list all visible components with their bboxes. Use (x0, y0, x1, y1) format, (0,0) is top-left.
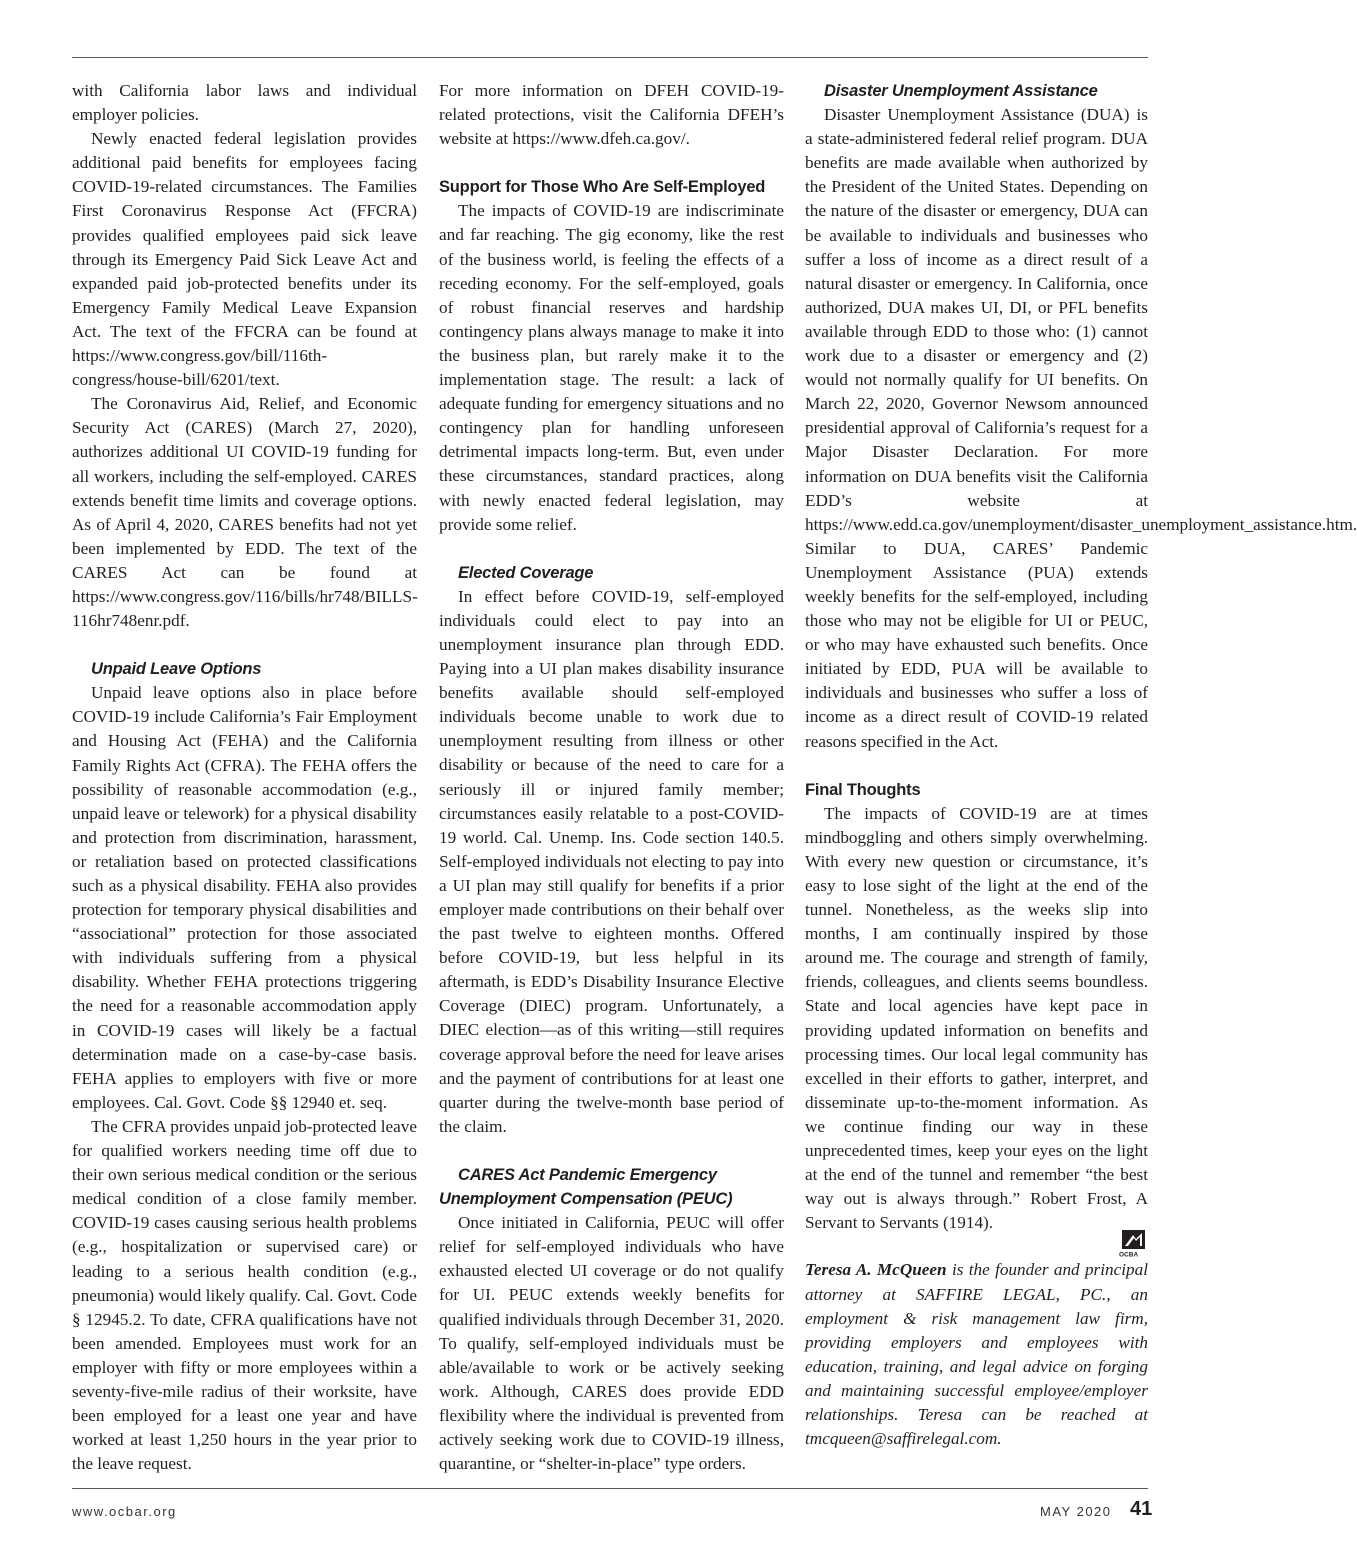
ocba-logo-text: OCBA (1119, 1251, 1139, 1259)
heading-elected-coverage: Elected Coverage (458, 563, 594, 582)
paragraph: In effect before COVID-19, self-employed individuals could elect to pay into an unemployment insurance plan through EDD. Paying into a UI plan makes disability insurance benefits available should self-employed individuals become unable to work due to unemployment resulting from illness or other disability or because of the need to care for a seriously ill or injured family member; circumstances easily relatable to a post-COVID-19 world. Cal. Unemp. Ins. Code section 140.5. Self-employed individuals not electing to pay into a UI plan may still qualify for benefits if a prior employer made contributions on their behalf over the past twelve to eighteen months. Offered before COVID-19, but less helpful in its aftermath, is EDD’s Disability Insurance Elective Coverage (DIEC) program. Unfortunately, a DIEC election—as of this writing—still requires coverage approval before the need for leave arises and the payment of contributions for at least one quarter during the twelve-month base period of the claim. (439, 586, 784, 1136)
heading-final-thoughts: Final Thoughts (805, 780, 921, 799)
column-right (805, 79, 1357, 1451)
paragraph: For more information on DFEH COVID-19-related protections, visit the California DFEH’s website at https://www.dfeh.ca.gov/. (439, 81, 784, 149)
top-rule (72, 57, 1148, 58)
heading-peuc-line1: CARES Act Pandemic Emergency (458, 1165, 717, 1184)
heading-unpaid-leave: Unpaid Leave Options (91, 660, 262, 679)
paragraph: The impacts of COVID-19 are indiscriminate and far reaching. The gig economy, like the rest of the business world, is feeling the effects of a receding economy. For the self-employed, goals of robust financial reserves and hardship contingency plans always manage to make it into the business plan, but rarely make it to the implementation stage. The result: a lack of adequate funding for emergency situations and no contingency plan for handling unforeseen detrimental impacts long-term. But, even under these circumstances, standard practices, along with newly enacted federal legislation, may provide some relief. (439, 201, 784, 534)
column-left (72, 79, 417, 1476)
heading-peuc (439, 1163, 784, 1211)
paragraph: The CFRA provides unpaid job-protected leave for qualified workers needing time off due to their own serious medical condition or the serious medical condition of a close family member. COVID-19 cases causing serious health problems (e.g., hospitalization or supervised care) or leading to a serious health condition (e.g., pneumonia) would likely qualify. Cal. Govt. Code § 12945.2. To date, CFRA qualifications have not been amended. Employees must work for an employer with fifty or more employees within a seventy-five-mile radius of their worksite, have been employed for a least one year and have worked at least 1,250 hours in the year prior to the leave request. (72, 1116, 418, 1474)
footer-website: www.ocbar.org (72, 1504, 177, 1519)
column-middle (439, 79, 784, 1476)
paragraph: Newly enacted federal legislation provides additional paid benefits for employees facing COVID-19-related circumstances. The Families First Coronavirus Response Act (FFCRA) provides qualified employees paid sick leave through its Emergency Paid Sick Leave Act and expanded paid job-protected benefits under its Emergency Family Medical Leave Expansion Act. The text of the FFCRA can be found at https://www.congress.gov/bill/116th-congress/house-bill/6201/text. (72, 129, 417, 390)
bottom-rule (72, 1488, 1148, 1489)
author-name: Teresa A. McQueen (805, 1260, 947, 1280)
paragraph: Once initiated in California, PEUC will offer relief for self-employed individuals who have exhausted elected UI coverage or do not qualify for UI. PEUC extends weekly benefits for qualified individuals through December 31, 2020. To qualify, self-employed individuals must be able/available to work or be actively seeking work. Although, CARES does provide EDD flexibility where the individual is prevented from actively seeking work due to COVID-19 illness, quarantine, or “shelter-in-place” type orders. (439, 1213, 784, 1474)
paragraph: The impacts of COVID-19 are at times mindboggling and others simply overwhelming. With every new question or circumstance, it’s easy to lose sight of the light at the end of the tunnel. Nonetheless, as the weeks slip into months, I am continually inspired by those around me. The courage and strength of family, friends, colleagues, and clients seems boundless. State and local agencies have kept pace in providing updated information on benefits and processing times. Our local legal community has excelled in their efforts to gather, interpret, and disseminate up-to-the-moment information. As we continue finding our way in these unprecedented times, keep your eyes on the light at the end of the tunnel and remember “the best way out is always through.” Robert Frost, A Servant to Servants (1914). (805, 803, 1148, 1233)
paragraph: with California labor laws and individual employer policies. (72, 81, 417, 125)
author-bio (805, 1258, 1148, 1451)
heading-dua: Disaster Unemployment Assistance (824, 82, 1098, 100)
author-bio-text: is the founder and principal attorney at SAFFIRE LEGAL, PC., an employment & risk management law firm, providing employers and employees with education, training, and legal advice on forging and maintaining successful employee/employer relationships. Teresa can be reached at tmcqueen@saffirelegal.com. (805, 1260, 1148, 1449)
paragraph: The Coronavirus Aid, Relief, and Economic Security Act (CARES) (March 27, 2020), authorizes additional UI COVID-19 funding for all workers, including the self-employed. CARES extends benefit time limits and coverage options. As of April 4, 2020, CARES benefits had not yet been implemented by EDD. The text of the CARES Act can be found at https://www.congress.gov/116/bills/hr748/BILLS-116hr748enr.pdf. (72, 394, 418, 631)
heading-peuc-line2: Unemployment Compensation (PEUC) (439, 1190, 733, 1209)
footer-date: MAY 2020 (1040, 1504, 1112, 1519)
heading-self-employed: Support for Those Who Are Self-Employed (439, 178, 766, 197)
ocba-logo-icon (1119, 1229, 1146, 1258)
page-number: 41 (1130, 1498, 1153, 1520)
paragraph: Unpaid leave options also in place before COVID-19 include California’s Fair Employment and Housing Act (FEHA) and the California Family Rights Act (CFRA). The FEHA offers the possibility of reasonable accommodation (e.g., unpaid leave or telework) for a physical disability and protection from discrimination, harassment, or retaliation based on protected classifications such as a physical disability. FEHA also provides protection for temporary physical disabilities and “associational” protection for those associated with individuals suffering from a physical disability. Whether FEHA protections triggering the need for a reasonable accommodation apply in COVID-19 cases will likely be a factual determination made on a case-by-case basis. FEHA applies to employers with five or more employees. Cal. Govt. Code §§ 12940 et. seq. (72, 683, 417, 1112)
paragraph: Disaster Unemployment Assistance (DUA) is a state-administered federal relief program. DUA benefits are made available when authorized by the President of the United States. Depending on the nature of the disaster or emergency, DUA can be available to individuals and businesses who suffer a loss of income as a direct result of a natural disaster or emergency. In California, once authorized, DUA makes UI, DI, or PFL benefits available through EDD to those who: (1) cannot work due to a disaster or emergency and (2) would not normally qualify for UI benefits. On March 22, 2020, Governor Newsom announced presidential approval of California’s request for a Major Disaster Declaration. For more information on DUA benefits visit the California EDD’s website at https://www.edd.ca.gov/unemployment/disaster_unemployment_assistance.htm. Similar to DUA, CARES’ Pandemic Unemployment Assistance (PUA) extends weekly benefits for the self-employed, including those who may not be eligible for UI or PEUC, or who may have exhausted such benefits. Once initiated by EDD, PUA will be available to individuals and businesses who suffer a loss of income as a direct result of COVID-19 related reasons specified in the Act. (805, 105, 1357, 751)
